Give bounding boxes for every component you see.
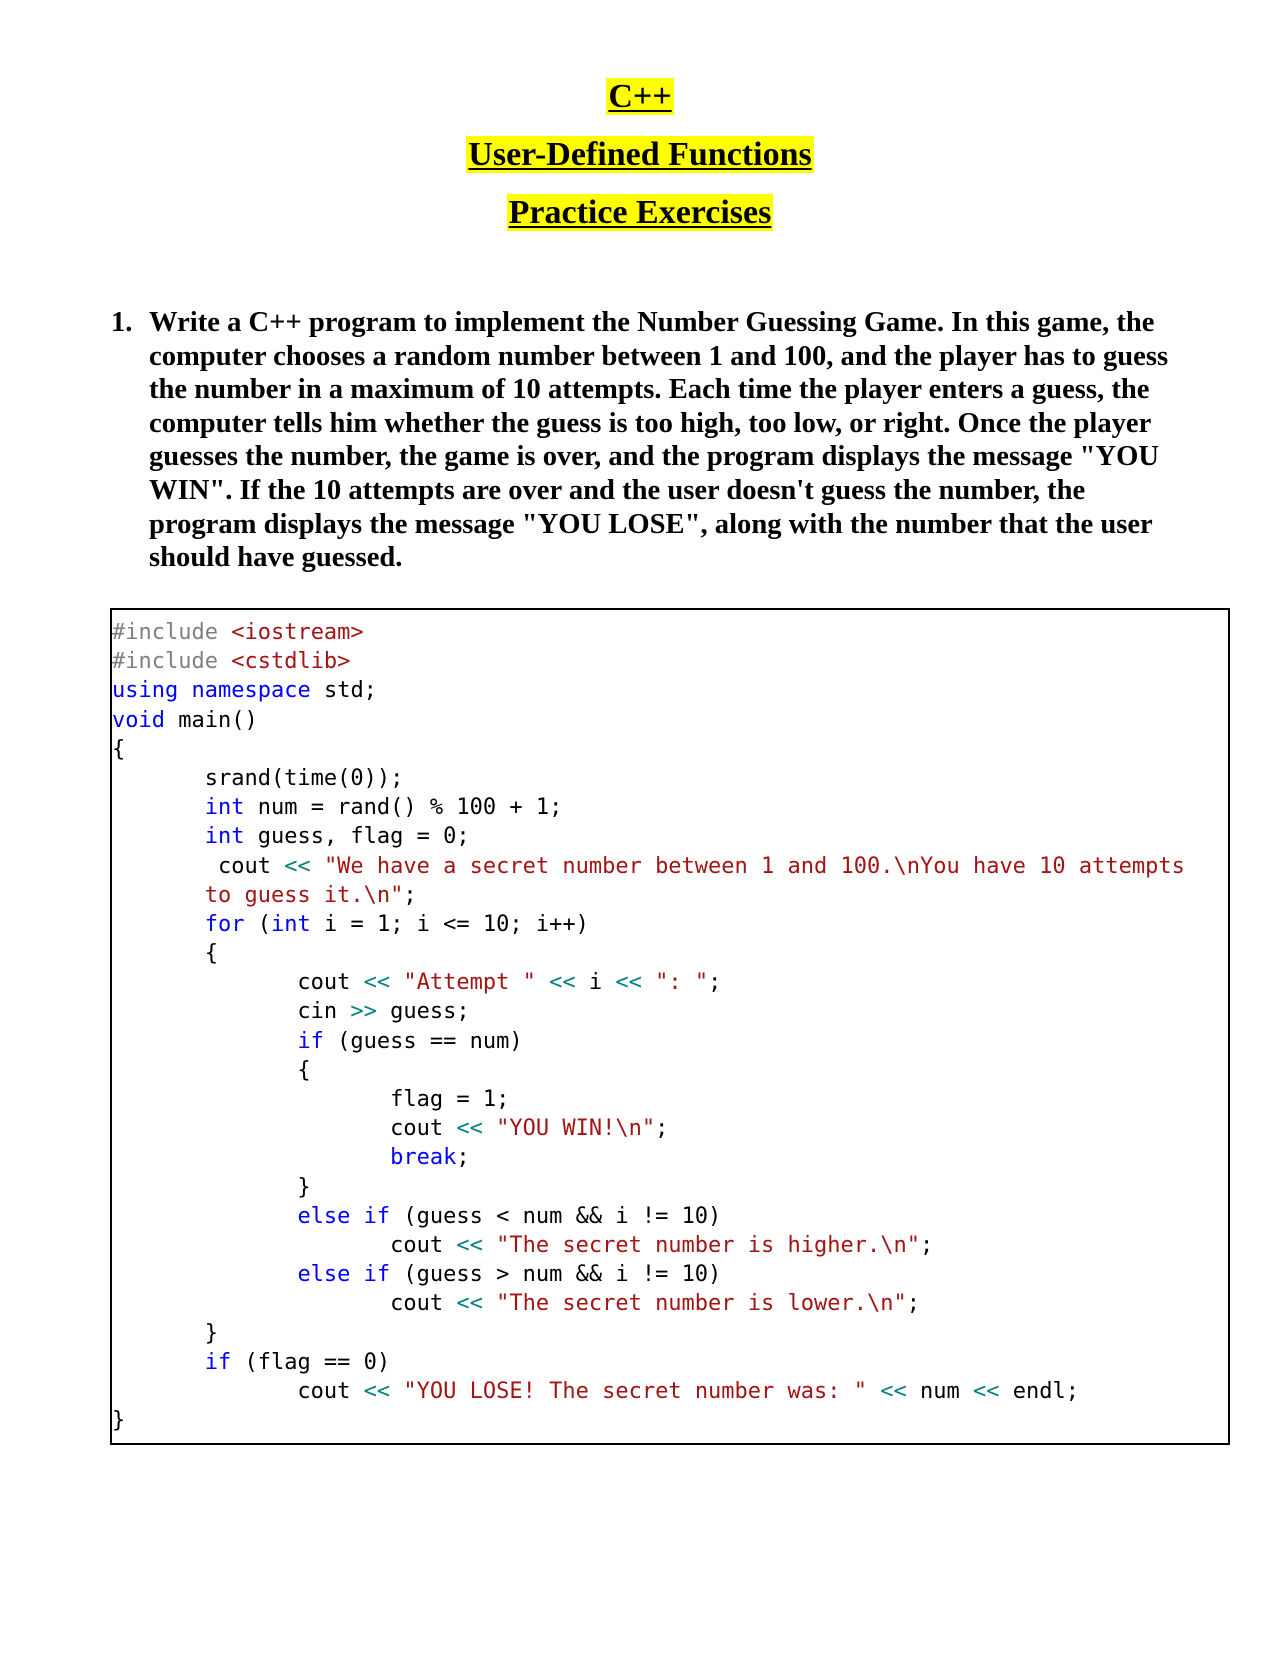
code-token: i: [575, 970, 616, 996]
code-token: "The secret number is higher.\n": [496, 1232, 920, 1258]
code-token: (: [244, 911, 271, 937]
code-token: std;: [310, 678, 377, 704]
code-token: main(): [164, 707, 258, 733]
code-token: ;: [906, 1291, 920, 1317]
code-token: srand(time(0));: [112, 765, 404, 791]
code-token: [642, 970, 655, 995]
code-line: [112, 1231, 1185, 1260]
code-token: #include: [112, 649, 232, 675]
code-line: [112, 793, 1185, 822]
code-token: ;: [655, 1116, 669, 1142]
code-token: [390, 1379, 403, 1404]
code-line: [112, 1173, 1185, 1202]
code-token: [350, 1262, 363, 1287]
code-line: [112, 706, 1185, 735]
code-token: int: [204, 795, 245, 821]
code-token: [112, 1145, 390, 1170]
code-token: [112, 1350, 205, 1375]
code-token: void: [112, 707, 165, 733]
code-token: if: [204, 1349, 232, 1375]
code-token: <<: [284, 853, 311, 879]
code-token: (guess > num && i != 10): [390, 1262, 722, 1288]
code-token: {: [112, 1057, 311, 1083]
code-token: [867, 1379, 880, 1404]
code-line: [112, 997, 1185, 1026]
code-token: int: [204, 824, 245, 850]
code-token: else: [297, 1262, 351, 1288]
code-token: [483, 1233, 496, 1258]
code-line: [112, 939, 1185, 968]
code-line: [112, 1114, 1185, 1143]
question-number: 1.: [111, 307, 133, 338]
code-token: guess;: [376, 999, 470, 1025]
code-line: [112, 764, 1185, 793]
code-token: endl;: [999, 1378, 1079, 1404]
code-token: <<: [880, 1378, 907, 1404]
code-token: cout: [112, 1378, 364, 1404]
code-line: [112, 1406, 1185, 1435]
code-token: cout: [112, 1116, 457, 1142]
code-token: "We have a secret number between 1 and 100.\nYou have 10 attempts: [323, 853, 1185, 879]
code-token: [112, 883, 205, 908]
code-line: [112, 1348, 1185, 1377]
code-line: [112, 647, 1185, 676]
code-token: #include: [112, 620, 232, 645]
code-token: using: [112, 678, 179, 704]
code-token: cout: [112, 1291, 457, 1317]
code-token: cout: [112, 853, 285, 879]
title-language: C++: [608, 78, 672, 115]
code-token: >>: [350, 999, 377, 1025]
code-token: <<: [549, 970, 576, 996]
code-token: <iostream>: [231, 620, 364, 645]
code-token: (guess == num): [323, 1028, 523, 1054]
code-token: <cstdlib>: [231, 649, 351, 675]
code-token: [112, 1204, 297, 1229]
exercise-question: [111, 306, 1191, 575]
code-token: [112, 912, 205, 937]
code-token: flag = 1;: [112, 1087, 510, 1112]
code-token: <<: [363, 970, 391, 996]
code-token: <<: [456, 1232, 483, 1258]
document-title: [0, 74, 1280, 248]
title-subtitle: Practice Exercises: [508, 194, 772, 231]
code-token: [350, 1204, 363, 1229]
code-token: <<: [973, 1378, 1000, 1404]
code-token: ;: [403, 882, 417, 908]
code-token: namespace: [191, 678, 311, 704]
code-token: if: [363, 1203, 391, 1229]
code-token: [112, 795, 205, 820]
code-token: cout: [112, 970, 364, 996]
code-token: if: [363, 1262, 391, 1288]
code-token: to guess it.\n": [204, 882, 404, 908]
code-token: <<: [456, 1291, 483, 1317]
code-line: [112, 1289, 1185, 1318]
code-token: [390, 970, 403, 995]
code-token: "Attempt ": [403, 970, 536, 996]
code-token: [311, 854, 324, 879]
code-line: [112, 735, 1185, 764]
code-line: [112, 1260, 1185, 1289]
code-line: [112, 1202, 1185, 1231]
code-token: break: [390, 1145, 457, 1171]
code-token: num = rand() % 100 + 1;: [244, 795, 563, 821]
code-line: [112, 881, 1185, 910]
code-token: ;: [456, 1145, 470, 1171]
code-line: [112, 1377, 1185, 1406]
title-topic: User-Defined Functions: [468, 136, 812, 173]
code-line: [112, 618, 1185, 647]
code-token: "YOU LOSE! The secret number was: ": [403, 1378, 868, 1404]
code-token: ": ": [655, 970, 709, 996]
code-line: [112, 1085, 1185, 1114]
code-token: i = 1; i <= 10; i++): [310, 911, 589, 937]
code-line: [112, 968, 1185, 997]
code-line: [112, 676, 1185, 705]
code-token: "The secret number is lower.\n": [496, 1291, 907, 1317]
code-line: [112, 1027, 1185, 1056]
code-token: [483, 1116, 496, 1141]
code-token: [536, 970, 549, 995]
code-token: if: [297, 1028, 324, 1054]
code-token: ;: [708, 970, 722, 996]
code-listing: [112, 618, 1185, 1435]
code-token: num: [906, 1378, 973, 1404]
code-token: else: [297, 1203, 351, 1229]
code-token: "YOU WIN!\n": [496, 1116, 656, 1142]
code-line: [112, 852, 1185, 881]
code-line: [112, 1143, 1185, 1172]
code-token: [112, 824, 205, 849]
code-token: <<: [363, 1378, 391, 1404]
code-token: {: [112, 736, 126, 762]
code-block: [110, 608, 1230, 1445]
code-token: for: [204, 911, 245, 937]
code-token: guess, flag = 0;: [244, 824, 470, 850]
code-line: [112, 1056, 1185, 1085]
code-token: ;: [919, 1232, 934, 1258]
code-line: [112, 1319, 1185, 1348]
question-text: Write a C++ program to implement the Number Guessing Game. In this game, the computer chooses a random number between 1 and 100, and the player has to guess the number in a maximum of 10 attempts. Each time the player enters a guess, the computer tells him whether the guess is too high, too low, or right. Once the player guesses the number, the game is over, and the program displays the message "YOU WIN". If the 10 attempts are over and the user doesn't guess the number, the program displays the message "YOU LOSE", along with the number that the user should have guessed.: [149, 307, 1169, 574]
code-token: [178, 678, 191, 703]
code-line: [112, 910, 1185, 939]
code-token: [483, 1291, 496, 1316]
code-token: }: [112, 1174, 311, 1200]
code-token: [112, 1262, 297, 1287]
code-token: {: [112, 941, 218, 967]
code-token: }: [112, 1408, 126, 1434]
code-token: cout: [112, 1232, 457, 1258]
code-token: <<: [615, 970, 642, 996]
code-token: cin: [112, 999, 351, 1025]
code-token: }: [112, 1320, 218, 1346]
code-token: [112, 1029, 297, 1054]
code-token: (flag == 0): [231, 1349, 391, 1375]
code-token: <<: [456, 1116, 483, 1142]
code-token: (guess < num && i != 10): [390, 1203, 722, 1229]
code-line: [112, 822, 1185, 851]
code-token: int: [270, 911, 311, 937]
